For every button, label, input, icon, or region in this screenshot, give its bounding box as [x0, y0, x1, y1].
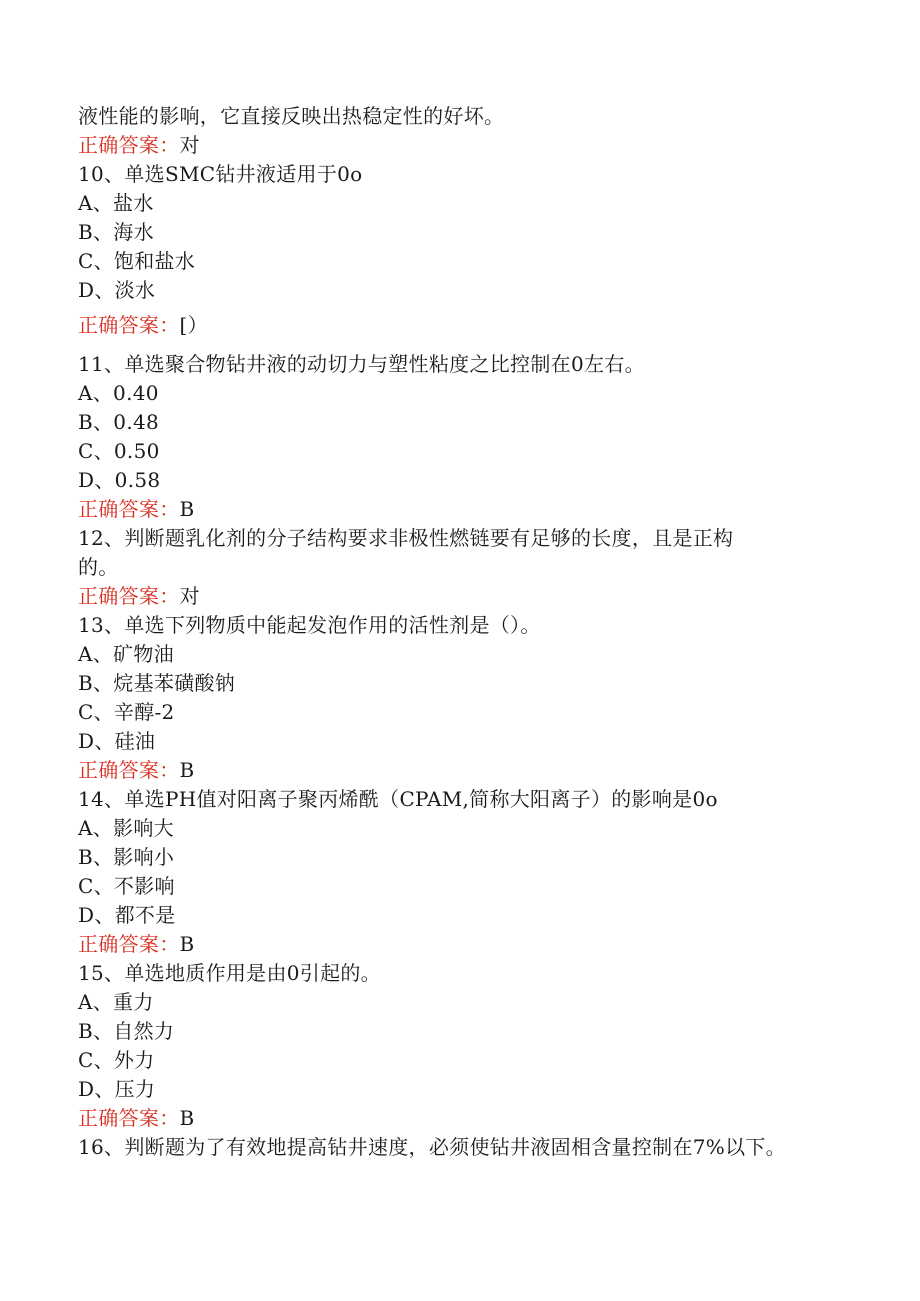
question-14-option-b: B、影响小 — [78, 845, 175, 869]
answer-label: 正确答案： — [78, 497, 180, 521]
answer-label: 正确答案： — [78, 1106, 180, 1130]
question-11-option-a: A、0.40 — [78, 381, 159, 405]
answer-value: B — [179, 497, 195, 521]
answer-11 — [78, 495, 838, 524]
question-15-stem: 15、单选地质作用是由0引起的。 — [78, 961, 381, 985]
answer-label: 正确答案： — [78, 313, 180, 337]
answer-12 — [78, 582, 838, 611]
answer-value: B — [179, 1106, 195, 1130]
question-13-option-c: C、辛醇-2 — [78, 700, 175, 724]
question-11-stem: 11、单选聚合物钻井液的动切力与塑性粘度之比控制在0左右。 — [78, 352, 645, 376]
question-9-continuation: 液性能的影响，它直接反映出热稳定性的好坏。 — [78, 104, 505, 128]
question-15-option-a: A、重力 — [78, 990, 154, 1014]
question-11-option-d: D、0.58 — [78, 468, 161, 492]
question-11-option-c: C、0.50 — [78, 439, 160, 463]
answer-15 — [78, 1104, 838, 1133]
answer-label: 正确答案： — [78, 133, 180, 157]
question-10-option-c: C、饱和盐水 — [78, 249, 196, 273]
question-12-stem-continuation: 的。 — [78, 555, 119, 579]
question-14-option-d: D、都不是 — [78, 903, 176, 927]
answer-14 — [78, 930, 838, 959]
answer-value: B — [179, 932, 195, 956]
question-13-option-a: A、矿物油 — [78, 642, 174, 666]
spacer — [78, 340, 838, 350]
question-10-stem: 10、单选SMC钻井液适用于0o — [78, 162, 363, 186]
document-page — [78, 102, 838, 1162]
question-14-option-a: A、影响大 — [78, 816, 174, 840]
answer-label: 正确答案： — [78, 584, 180, 608]
answer-label: 正确答案： — [78, 932, 180, 956]
question-11-option-b: B、0.48 — [78, 410, 160, 434]
answer-value: [） — [179, 313, 208, 337]
answer-value: 对 — [179, 584, 200, 608]
answer-label: 正确答案： — [78, 758, 180, 782]
question-13-option-b: B、烷基苯磺酸钠 — [78, 671, 236, 695]
question-10-option-d: D、淡水 — [78, 278, 156, 302]
question-16-stem: 16、判断题为了有效地提高钻井速度，必须使钻井液固相含量控制在7%以下。 — [78, 1135, 786, 1159]
question-13-option-d: D、硅油 — [78, 729, 156, 753]
answer-9 — [78, 131, 838, 160]
question-10-option-a: A、盐水 — [78, 191, 154, 215]
question-10-option-b: B、海水 — [78, 220, 154, 244]
question-13-stem: 13、单选下列物质中能起发泡作用的活性剂是（）。 — [78, 613, 541, 637]
question-12-stem: 12、判断题乳化剂的分子结构要求非极性燃链要有足够的长度，且是正构 — [78, 526, 734, 550]
answer-value: B — [179, 758, 195, 782]
question-15-option-d: D、压力 — [78, 1077, 156, 1101]
answer-13 — [78, 756, 838, 785]
answer-10 — [78, 311, 838, 340]
question-15-option-c: C、外力 — [78, 1048, 155, 1072]
answer-value: 对 — [179, 133, 200, 157]
question-15-option-b: B、自然力 — [78, 1019, 175, 1043]
question-14-option-c: C、不影响 — [78, 874, 175, 898]
question-14-stem: 14、单选PH值对阳离子聚丙烯酰（CPAM,简称大阳离子）的影响是0o — [78, 787, 718, 811]
